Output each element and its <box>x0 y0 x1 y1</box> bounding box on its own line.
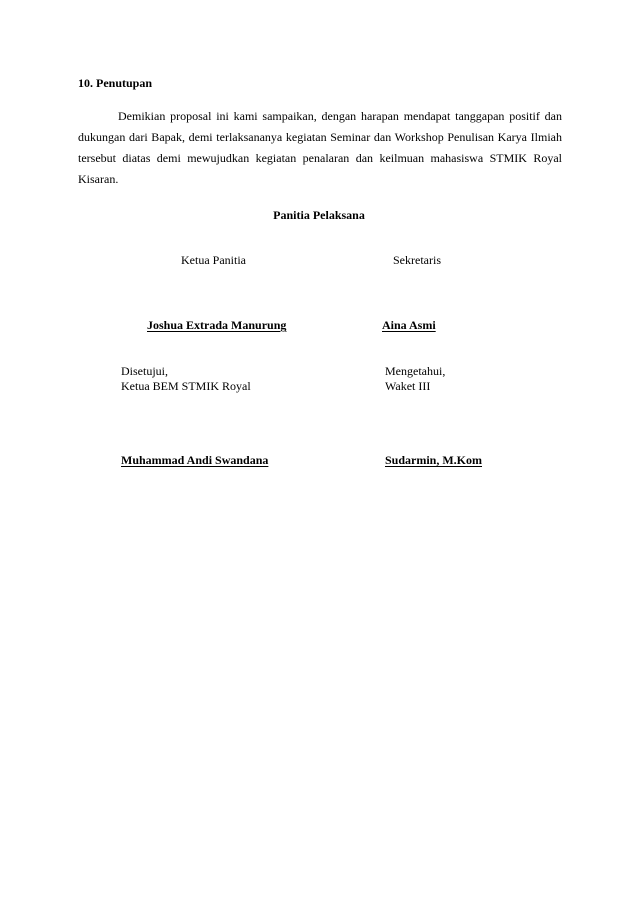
approval-left-label: Disetujui, <box>121 364 168 378</box>
committee-title: Panitia Pelaksana <box>273 208 365 222</box>
approval-block-left <box>121 364 251 394</box>
approver-right-name: Sudarmin, M.Kom <box>385 453 483 467</box>
section-heading: 10. Penutupan <box>78 76 153 90</box>
approval-block-right <box>385 364 445 394</box>
secretary-name: Aina Asmi <box>382 318 436 332</box>
chair-name: Joshua Extrada Manurung <box>147 318 287 332</box>
approval-right-label: Mengetahui, <box>385 364 446 378</box>
chair-role: Ketua Panitia <box>181 253 246 267</box>
approver-left-name: Muhammad Andi Swandana <box>121 453 269 467</box>
approval-right-position: Waket III <box>385 379 431 393</box>
closing-paragraph: Demikian proposal ini kami sampaikan, dengan harapan mendapat tanggapan positif dan dukungan dari Bapak, demi terlaksananya kegiatan Seminar dan Workshop Penulisan Karya Ilmiah tersebut diatas demi mewujudkan kegiatan penalaran dan keilmuan mahasiswa STMIK Royal Kisaran. <box>78 109 562 186</box>
approval-left-position: Ketua BEM STMIK Royal <box>121 379 251 393</box>
secretary-role: Sekretaris <box>393 253 441 267</box>
